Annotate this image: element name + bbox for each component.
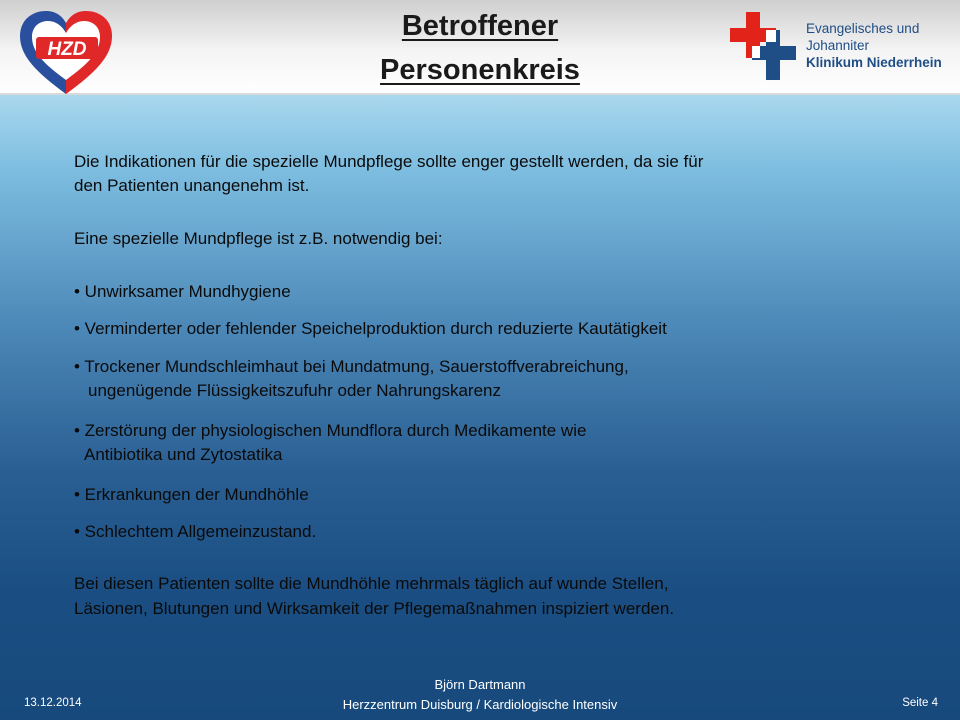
bullet-item-continuation: ungenügende Flüssigkeitszufuhr oder Nahrungskarenz	[88, 381, 501, 400]
bullet-item: • Zerstörung der physiologischen Mundflora durch Medikamente wie	[74, 421, 587, 440]
footer-author: Björn Dartmann	[434, 677, 526, 692]
footer-page-number: Seite 4	[902, 697, 938, 709]
klinikum-logo-text	[806, 20, 952, 71]
footer-center	[280, 675, 680, 715]
closing-line-1: Bei diesen Patienten sollte die Mundhöhle mehrmals täglich auf wunde Stellen,	[74, 574, 669, 593]
intro-line-1: Die Indikationen für die spezielle Mundpflege sollte enger gestellt werden, da sie für	[74, 152, 704, 171]
closing-line-2: Läsionen, Blutungen und Wirksamkeit der Pflegemaßnahmen inspiziert werden.	[74, 599, 675, 618]
hzd-logo-text: HZD	[47, 39, 87, 60]
bullet-item: • Unwirksamer Mundhygiene	[74, 282, 291, 301]
klinikum-line-1: Evangelisches und	[806, 21, 920, 36]
footer-date: 13.12.2014	[24, 697, 82, 709]
slide-title	[330, 4, 630, 92]
klinikum-logo	[722, 6, 952, 84]
klinikum-line-3: Klinikum Niederrhein	[806, 55, 942, 70]
title-line-2: Personenkreis	[380, 54, 580, 86]
bullet-item: • Trockener Mundschleimhaut bei Mundatmung, Sauerstoffverabreichung,	[74, 357, 629, 376]
hzd-logo	[16, 6, 116, 98]
bullet-item: • Erkrankungen der Mundhöhle	[74, 485, 309, 504]
bullet-item: • Verminderter oder fehlender Speichelproduktion durch reduzierte Kautätigkeit	[74, 319, 667, 338]
footer-org: Herzzentrum Duisburg / Kardiologische Intensiv	[342, 697, 618, 712]
bullet-item-continuation: Antibiotika und Zytostatika	[84, 445, 283, 464]
lead-text: Eine spezielle Mundpflege ist z.B. notwendig bei:	[74, 229, 443, 248]
intro-line-2: den Patienten unangenehm ist.	[74, 176, 310, 195]
klinikum-line-2: Johanniter	[806, 38, 870, 53]
title-line-1: Betroffener	[401, 10, 559, 42]
bullet-item: • Schlechtem Allgemeinzustand.	[74, 522, 317, 541]
